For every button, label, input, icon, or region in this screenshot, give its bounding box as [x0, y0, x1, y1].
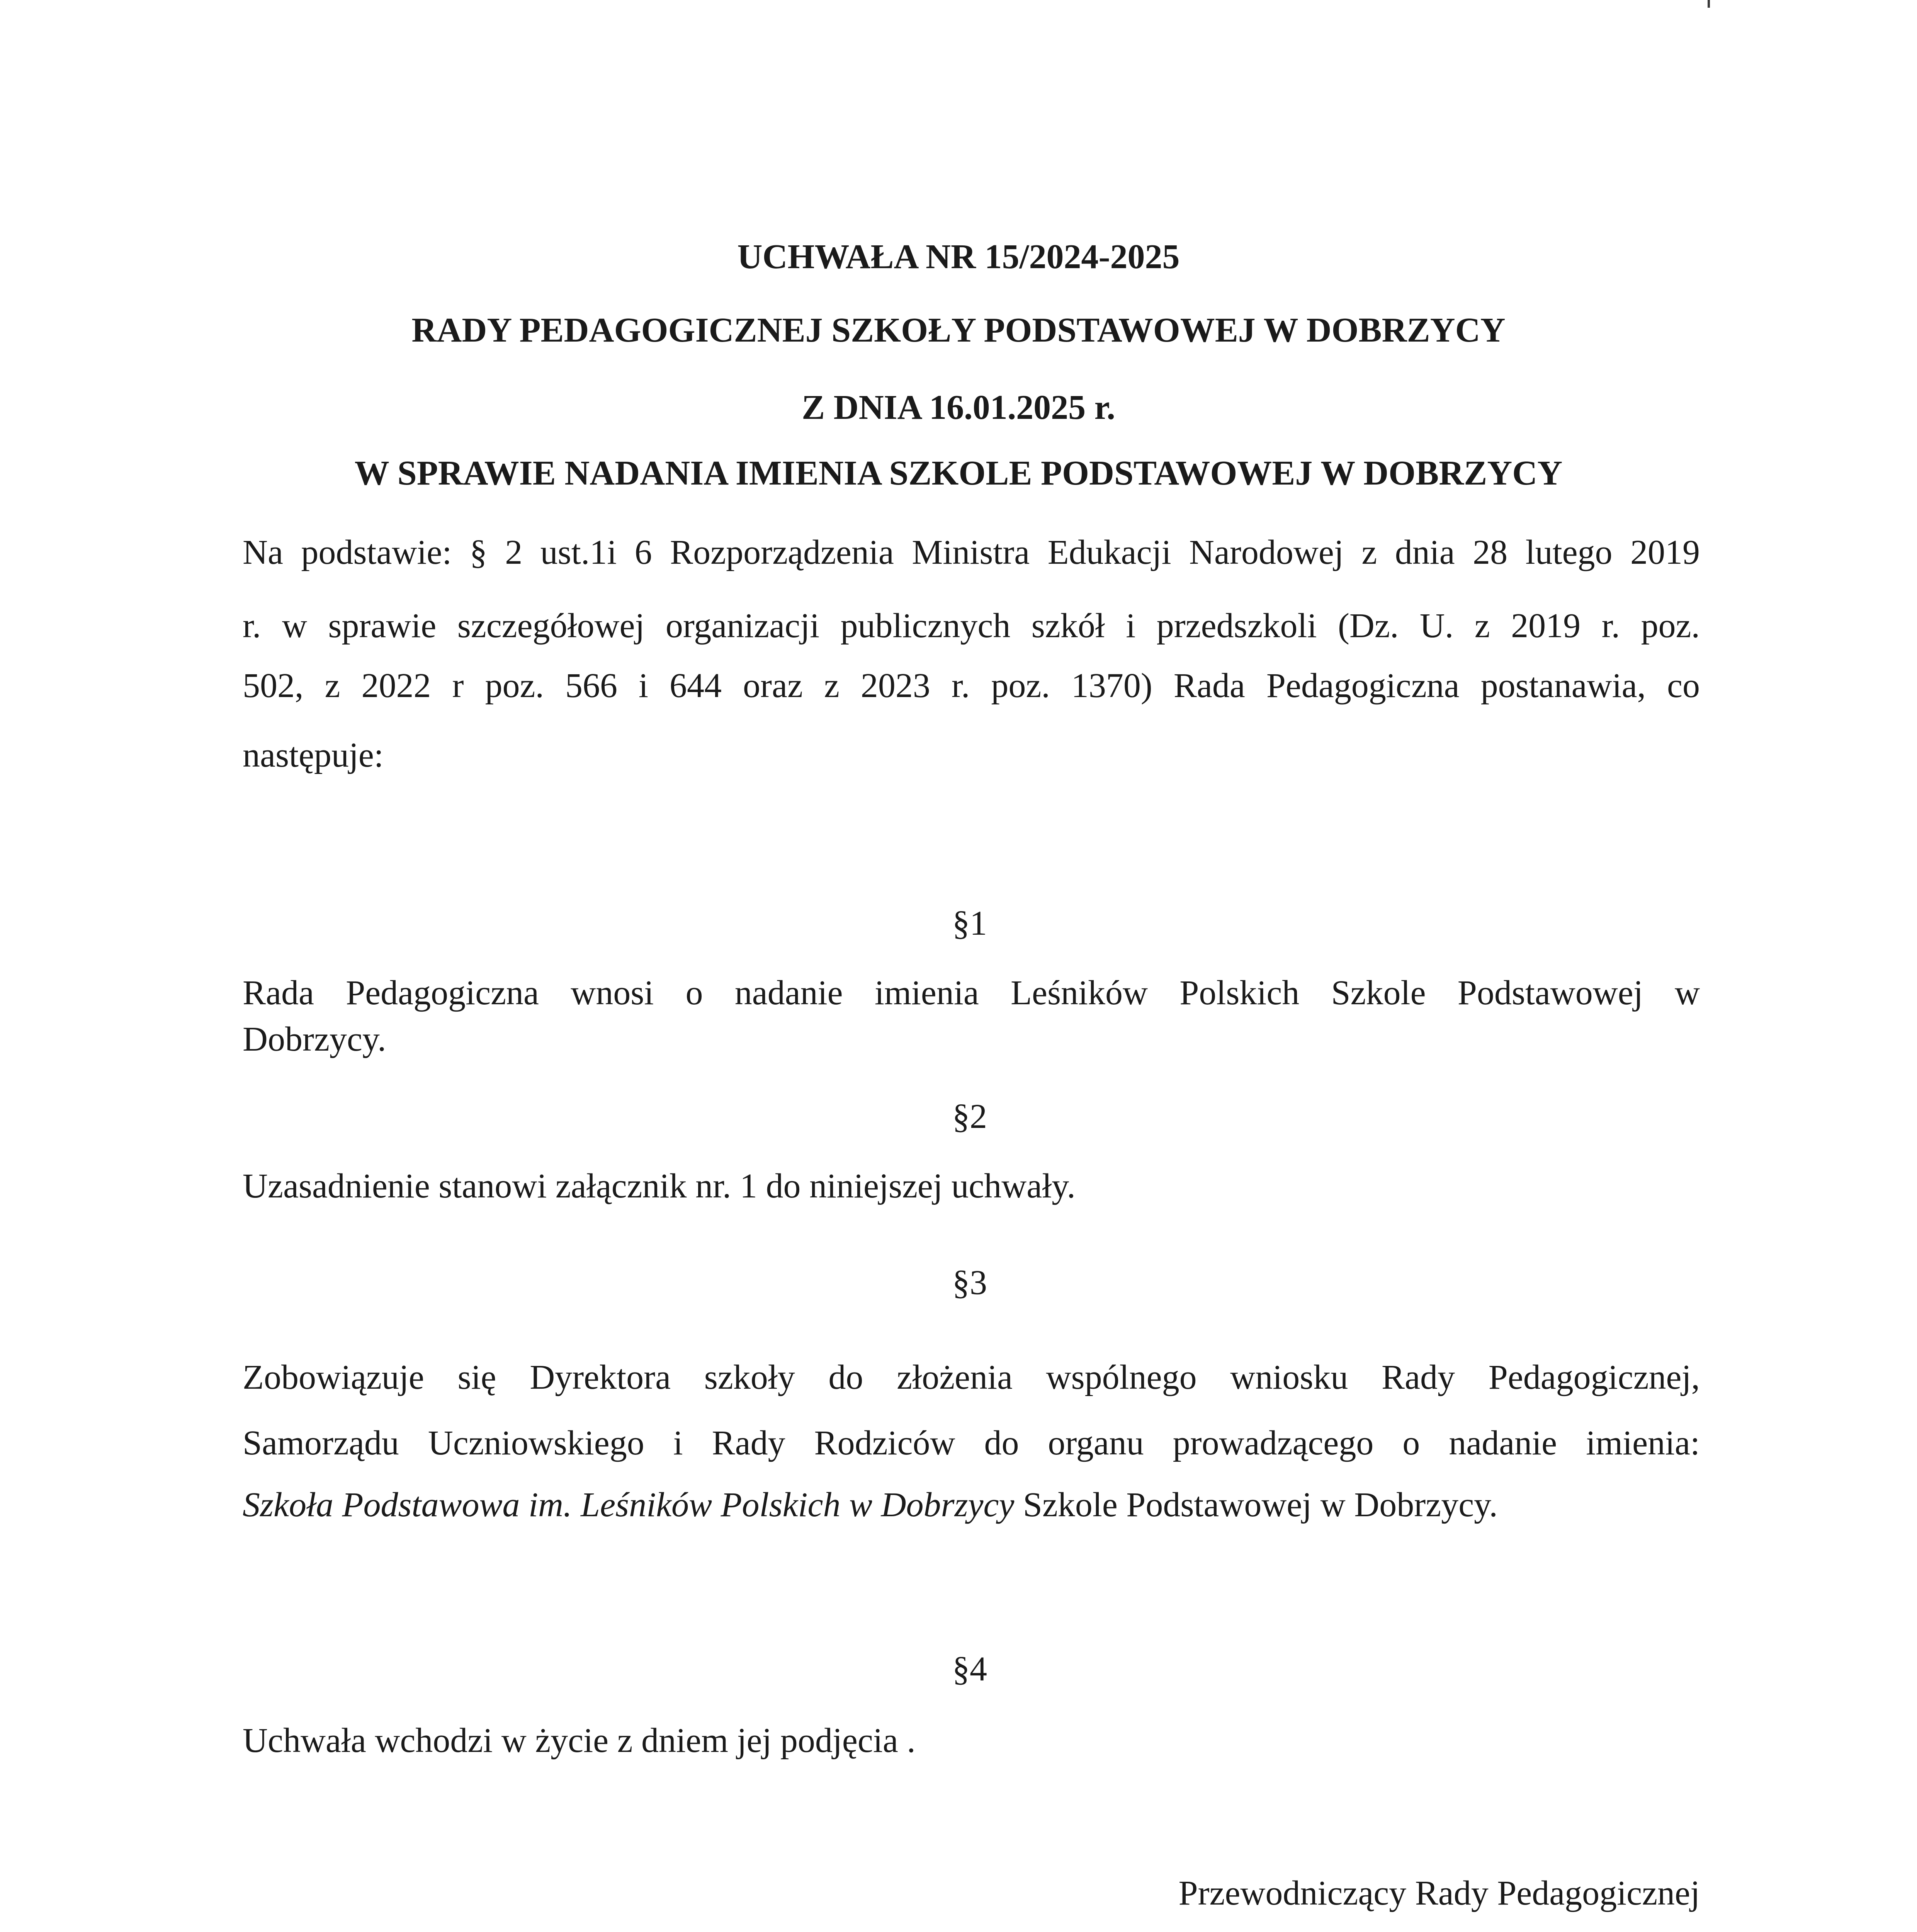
basis-line-1: Na podstawie: § 2 ust.1i 6 Rozporządzenia Ministra Edukacji Narodowej z dnia 28 lutego 2019	[243, 533, 1700, 571]
section-3-line-2: Samorządu Uczniowskiego i Rady Rodziców do organu prowadzącego o nadanie imienia:	[243, 1424, 1700, 1462]
council-name: RADY PEDAGOGICZNEJ SZKOŁY PODSTAWOWEJ W DOBRZYCY	[411, 311, 1506, 349]
section-2-mark: §2	[952, 1097, 987, 1136]
section-3-line-3-rest: Szkole Podstawowej w Dobrzycy.	[1014, 1486, 1498, 1524]
section-4-mark: §4	[952, 1650, 987, 1688]
basis-line-4: następuje:	[243, 736, 384, 774]
section-3-line-1: Zobowiązuje się Dyrektora szkoły do złożenia wspólnego wniosku Rady Pedagogicznej,	[243, 1358, 1700, 1396]
resolution-subject: W SPRAWIE NADANIA IMIENIA SZKOLE PODSTAWOWEJ W DOBRZYCY	[354, 454, 1563, 492]
resolution-number: UCHWAŁA NR 15/2024-2025	[737, 238, 1180, 276]
basis-line-2: r. w sprawie szczegółowej organizacji publicznych szkół i przedszkoli (Dz. U. z 2019 r. poz.	[243, 607, 1700, 645]
section-3-mark: §3	[952, 1264, 987, 1302]
section-1-line-2: Dobrzycy.	[243, 1020, 386, 1058]
section-2-line-1: Uzasadnienie stanowi załącznik nr. 1 do niniejszej uchwały.	[243, 1167, 1076, 1205]
section-3-line-3	[243, 1486, 1700, 1524]
school-name-italic: Szkoła Podstawowa im. Leśników Polskich w Dobrzycy	[243, 1486, 1015, 1524]
resolution-date: Z DNIA 16.01.2025 r.	[802, 388, 1115, 427]
section-1-mark: §1	[952, 904, 987, 942]
signature-title-1: Przewodniczący Rady Pedagogicznej	[1178, 1874, 1700, 1912]
basis-line-3: 502, z 2022 r poz. 566 i 644 oraz z 2023 r. poz. 1370) Rada Pedagogiczna postanawia, co	[243, 667, 1700, 705]
section-4-line-1: Uchwała wchodzi w życie z dniem jej podjęcia .	[243, 1721, 916, 1760]
scan-edge-mark-top	[1708, 0, 1710, 8]
section-1-line-1: Rada Pedagogiczna wnosi o nadanie imienia Leśników Polskich Szkole Podstawowej w	[243, 974, 1700, 1012]
